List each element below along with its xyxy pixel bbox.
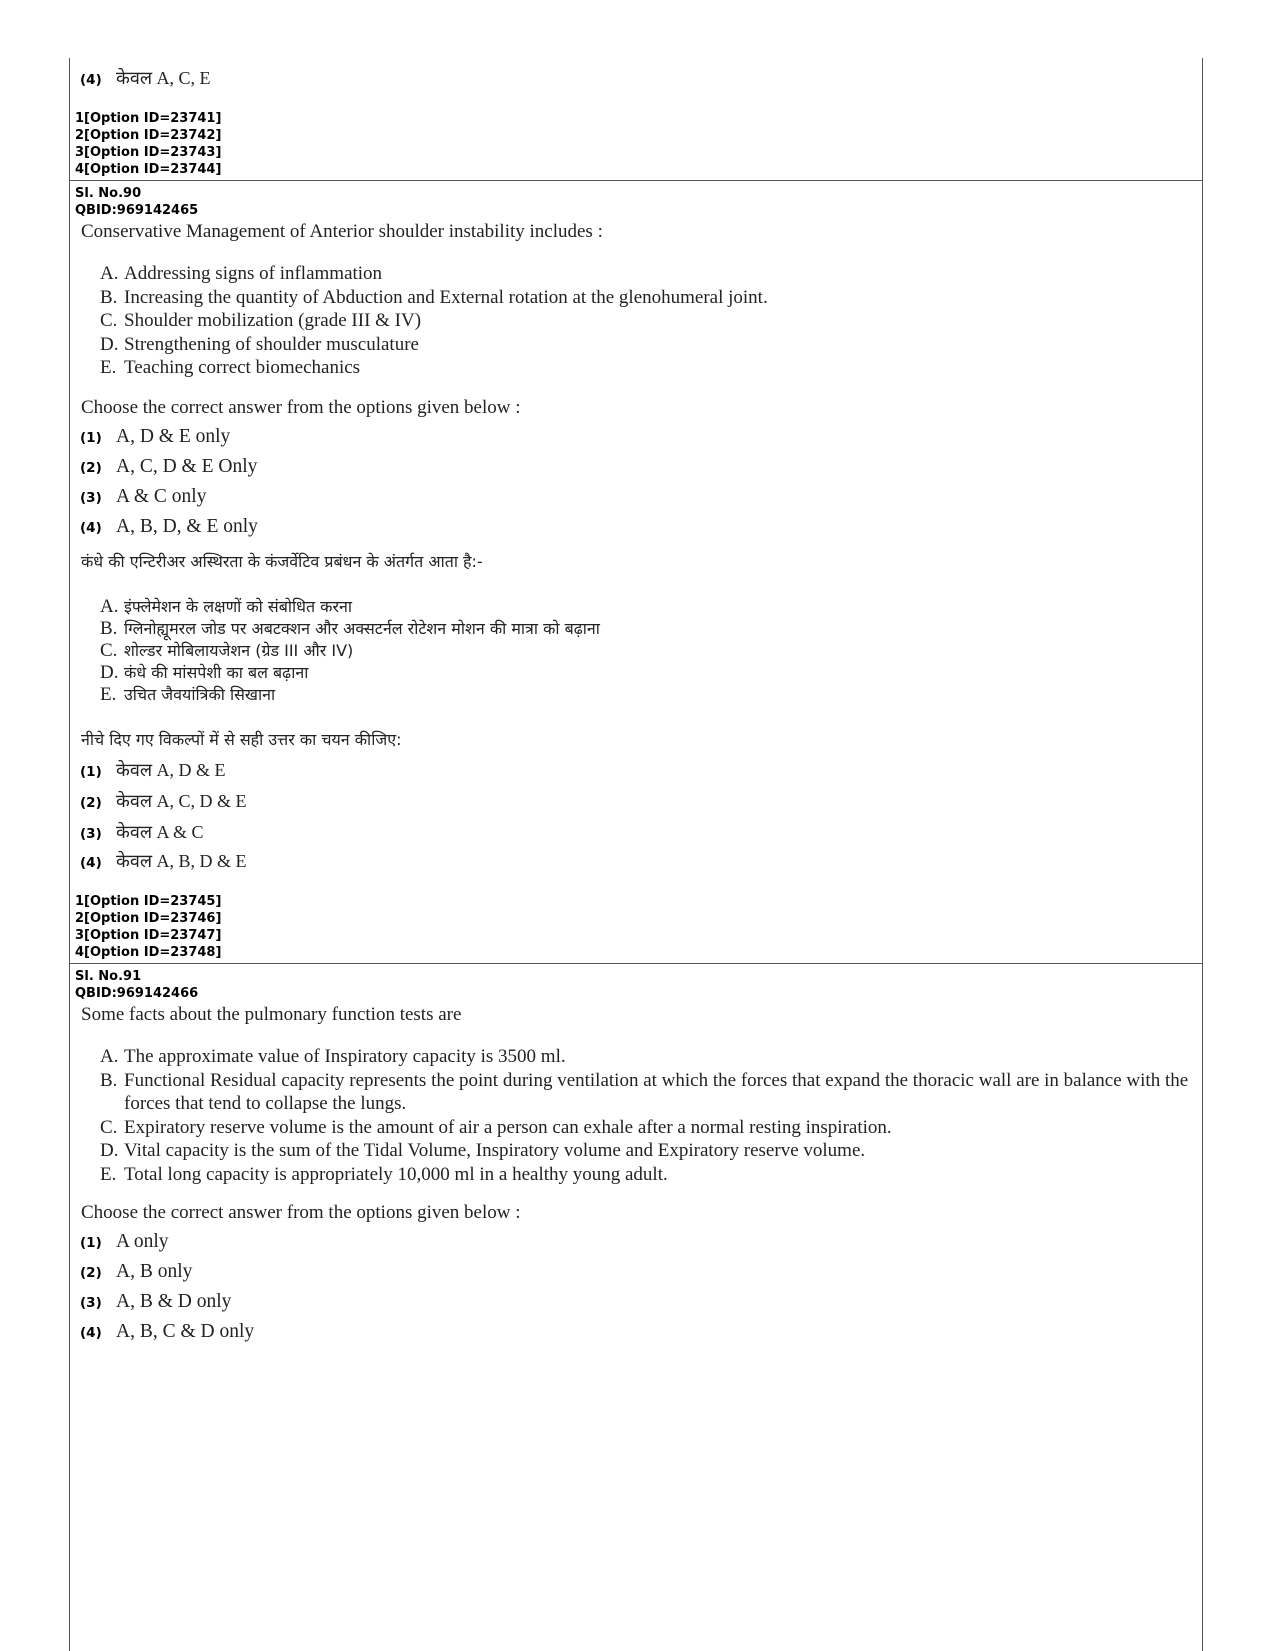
statement-text: Expiratory reserve volume is the amount of air a person can exhale after a normal resting inspiration. xyxy=(124,1116,892,1138)
statement-letter: B. xyxy=(100,618,118,639)
statement-list-hindi xyxy=(100,596,1194,706)
option-text: A, D & E only xyxy=(116,426,231,447)
qbid: QBID:969142465 xyxy=(75,203,199,218)
option-number: (4) xyxy=(80,72,102,88)
statement-letter: C. xyxy=(100,640,118,661)
question-divider xyxy=(70,180,1202,181)
option-number: (2) xyxy=(80,795,102,811)
option-row xyxy=(80,1291,231,1313)
statement-text: Vital capacity is the sum of the Tidal Volume, Inspiratory volume and Expiratory reserve volume. xyxy=(124,1140,866,1162)
option-text: केवल A, C, D & E xyxy=(116,791,247,811)
option-row xyxy=(80,1261,192,1283)
statement-item xyxy=(100,662,1194,684)
statement-item xyxy=(100,596,1194,618)
statement-letter: E. xyxy=(100,1163,117,1185)
option-number: (2) xyxy=(80,1265,102,1281)
question-divider xyxy=(70,963,1202,964)
option-text: A, B, D, & E only xyxy=(116,516,258,537)
serial-number: Sl. No.91 xyxy=(75,969,142,984)
statement-item xyxy=(100,286,1194,310)
option-id: 2[Option ID=23742] xyxy=(75,128,222,143)
statement-letter: C. xyxy=(100,310,118,332)
option-number: (4) xyxy=(80,855,102,871)
option-row xyxy=(80,456,257,478)
statement-text: Strengthening of shoulder musculature xyxy=(124,333,419,355)
option-id: 1[Option ID=23741] xyxy=(75,111,222,126)
statement-letter: D. xyxy=(100,662,119,683)
statement-text: The approximate value of Inspiratory capacity is 3500 ml. xyxy=(124,1046,566,1067)
option-text: A & C only xyxy=(116,486,207,507)
serial-number: Sl. No.90 xyxy=(75,186,142,201)
option-number: (1) xyxy=(80,1235,102,1251)
option-row xyxy=(80,758,226,782)
option-row xyxy=(80,66,211,90)
statement-letter: D. xyxy=(100,1140,119,1162)
statement-letter: B. xyxy=(100,286,118,308)
statement-letter: A. xyxy=(100,263,119,284)
statement-text: शोल्डर मोबिलायजेशन (ग्रेड III और IV) xyxy=(124,641,354,660)
statement-item xyxy=(100,684,1194,706)
statement-letter: B. xyxy=(100,1069,118,1091)
statement-text: ग्लिनोह्यूमरल जोड पर अबटक्शन और अक्सटर्नल रोटेशन मोशन की मात्रा को बढ़ाना xyxy=(124,619,600,638)
option-number: (3) xyxy=(80,1295,102,1311)
statement-item xyxy=(100,262,1194,286)
question-header xyxy=(70,185,1202,219)
option-id: 4[Option ID=23744] xyxy=(75,162,222,177)
statement-letter: E. xyxy=(100,684,117,705)
option-id: 2[Option ID=23746] xyxy=(75,911,222,926)
option-row xyxy=(80,820,204,844)
statement-letter: D. xyxy=(100,333,119,355)
option-row xyxy=(80,486,206,508)
statement-item xyxy=(100,640,1194,662)
statement-text: Total long capacity is appropriately 10,000 ml in a healthy young adult. xyxy=(124,1163,668,1185)
option-id: 4[Option ID=23748] xyxy=(75,945,222,960)
option-row xyxy=(80,516,258,538)
statement-letter: A. xyxy=(100,596,119,617)
statement-text: Shoulder mobilization (grade III & IV) xyxy=(124,310,422,332)
statement-item xyxy=(100,309,1194,333)
option-id: 3[Option ID=23743] xyxy=(75,145,222,160)
statement-item xyxy=(100,1116,1194,1140)
statement-text: Functional Residual capacity represents the point during ventilation at which the forces that expand the thoracic wall are in balance with the forces that tend to collapse the lungs. xyxy=(124,1069,1189,1115)
question-text: Some facts about the pulmonary function tests are xyxy=(81,1004,462,1025)
option-text: A, B & D only xyxy=(116,1291,232,1312)
qbid: QBID:969142466 xyxy=(75,986,199,1001)
statement-letter: C. xyxy=(100,1116,118,1138)
statement-item xyxy=(100,356,1194,380)
option-row xyxy=(80,1321,254,1343)
option-number: (4) xyxy=(80,1325,102,1341)
choose-instruction: Choose the correct answer from the options given below : xyxy=(81,1202,521,1223)
option-row xyxy=(80,849,247,873)
option-text: केवल A & C xyxy=(116,822,204,842)
option-text: केवल A, D & E xyxy=(116,760,226,780)
statement-letter: A. xyxy=(100,1046,119,1067)
statement-list xyxy=(100,262,1194,380)
choose-instruction-hindi: नीचे दिए गए विकल्पों में से सही उत्तर का चयन कीजिए: xyxy=(81,730,402,749)
question-text: Conservative Management of Anterior shoulder instability includes : xyxy=(81,221,603,242)
option-text: केवल A, C, E xyxy=(116,68,211,88)
statement-list xyxy=(100,1045,1194,1187)
statement-item xyxy=(100,618,1194,640)
option-text: A, B only xyxy=(116,1261,193,1282)
choose-instruction: Choose the correct answer from the options given below : xyxy=(81,397,521,418)
statement-item xyxy=(100,333,1194,357)
statement-item xyxy=(100,1139,1194,1163)
statement-item xyxy=(100,1163,1194,1187)
option-number: (1) xyxy=(80,430,102,446)
option-id-list xyxy=(70,110,1202,178)
statement-text: Teaching correct biomechanics xyxy=(124,357,361,379)
option-text: A only xyxy=(116,1231,169,1252)
question-header xyxy=(70,968,1202,1002)
option-id-list xyxy=(70,893,1202,961)
option-id: 1[Option ID=23745] xyxy=(75,894,222,909)
statement-text: उचित जैवयांत्रिकी सिखाना xyxy=(124,685,276,704)
option-row xyxy=(80,789,247,813)
option-number: (4) xyxy=(80,520,102,536)
option-text: A, C, D & E Only xyxy=(116,456,258,477)
option-text: केवल A, B, D & E xyxy=(116,851,247,871)
statement-text: कंधे की मांसपेशी का बल बढ़ाना xyxy=(124,663,309,682)
statement-item xyxy=(100,1069,1194,1116)
option-number: (3) xyxy=(80,490,102,506)
option-id: 3[Option ID=23747] xyxy=(75,928,222,943)
option-number: (3) xyxy=(80,826,102,842)
option-row xyxy=(80,1231,169,1253)
option-number: (2) xyxy=(80,460,102,476)
statement-text: Increasing the quantity of Abduction and External rotation at the glenohumeral joint. xyxy=(124,286,768,308)
option-number: (1) xyxy=(80,764,102,780)
option-text: A, B, C & D only xyxy=(116,1321,255,1342)
question-paper-frame xyxy=(69,58,1203,1651)
question-text-hindi: कंधे की एन्टिरीअर अस्थिरता के कंजर्वेटिव प्रबंधन के अंतर्गत आता है:- xyxy=(81,552,483,571)
option-row xyxy=(80,426,230,448)
statement-item xyxy=(100,1045,1194,1069)
statement-text: Addressing signs of inflammation xyxy=(124,263,383,284)
statement-text: इंफ्लेमेशन के लक्षणों को संबोधित करना xyxy=(124,597,353,616)
statement-letter: E. xyxy=(100,357,117,379)
